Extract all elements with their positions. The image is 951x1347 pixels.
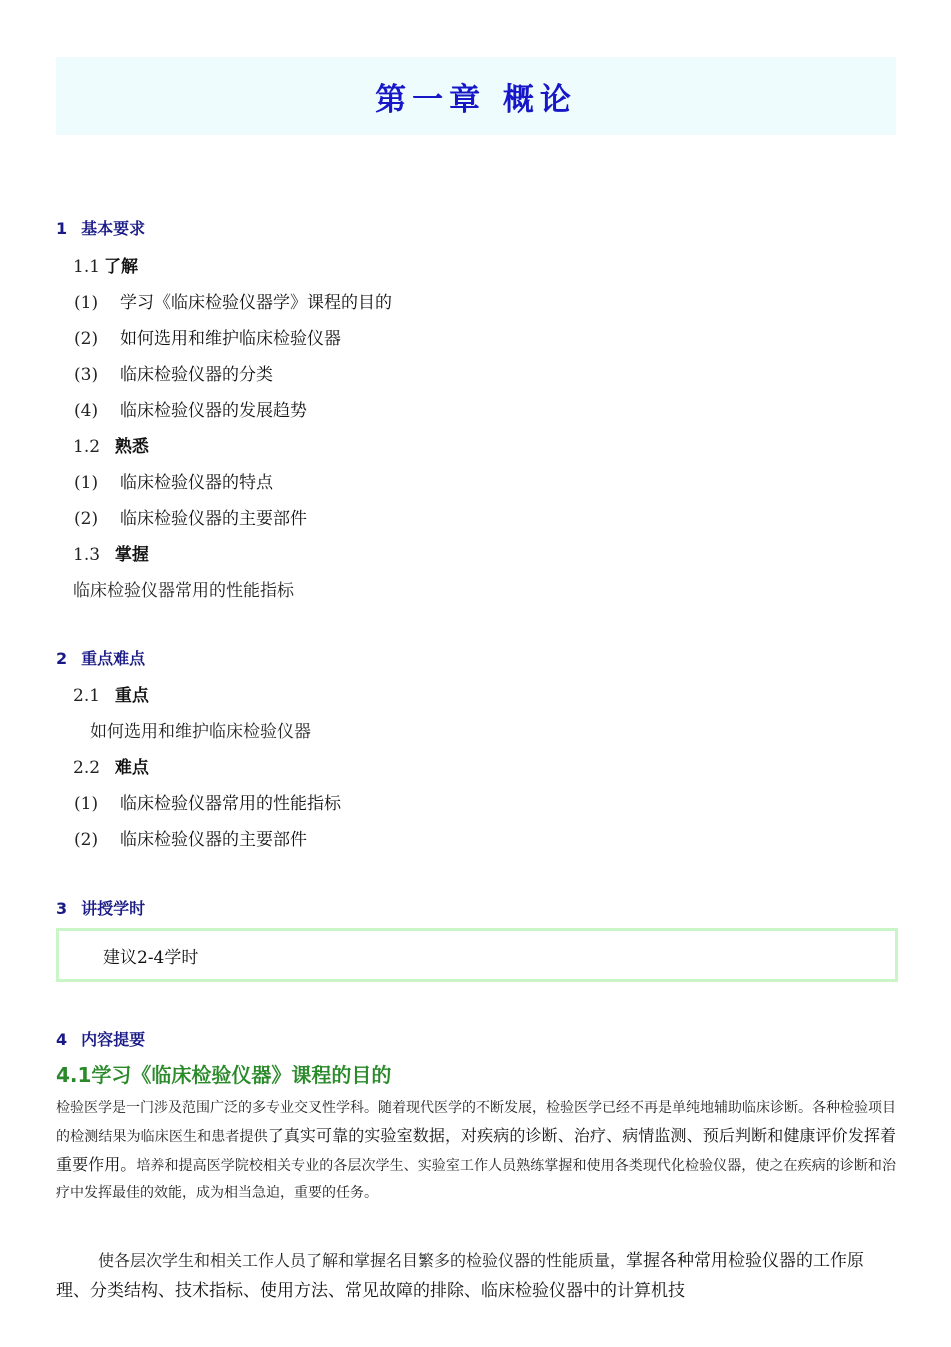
- paragraph-text: 使各层次学生和相关工作人员了解和掌握名目繁多的检验仪器的性能质量，: [98, 1251, 627, 1270]
- section-heading-1: [56, 216, 145, 239]
- subsection-label: 了解: [104, 257, 139, 277]
- item-number: (2): [74, 830, 99, 850]
- item-number: (3): [74, 365, 99, 385]
- paragraph-1: [56, 1095, 896, 1207]
- item-number: (2): [74, 509, 99, 529]
- section-number: 4: [56, 1030, 68, 1049]
- subsection-number: 1.1: [73, 257, 101, 277]
- section-heading-4: [56, 1027, 145, 1050]
- item-text: 临床检验仪器的分类: [120, 365, 273, 385]
- item-text: 临床检验仪器的特点: [120, 473, 273, 493]
- subsection-text: 临床检验仪器常用的性能指标: [73, 581, 294, 601]
- section-heading-3: [56, 896, 145, 919]
- subsection-number: 1.2: [73, 437, 101, 457]
- item-number: (1): [74, 473, 99, 493]
- subsection-2-2: [73, 753, 149, 778]
- section-title: 内容提要: [81, 1030, 146, 1049]
- subsection-number: 2.2: [73, 758, 101, 778]
- section-title: 讲授学时: [81, 899, 146, 918]
- paragraph-emphasis: 了真实可靠的实验室数据，对疾病的诊断、治疗、病情监测、预后判断和健康评价发挥着重要作用。: [56, 1126, 896, 1174]
- chapter-title: 第一章 概论: [375, 81, 577, 118]
- section-number: 2: [56, 649, 68, 668]
- list-item: [74, 504, 307, 529]
- section-heading-2: [56, 646, 145, 669]
- item-text: 临床检验仪器的主要部件: [120, 830, 307, 850]
- subsection-label: 熟悉: [114, 437, 149, 457]
- list-item: [74, 825, 307, 850]
- item-text: 临床检验仪器的主要部件: [120, 509, 307, 529]
- item-text: 学习《临床检验仪器学》课程的目的: [120, 293, 392, 313]
- paragraph-emphasis: 掌握各种常用检验仪器的工作原理、分类结构、技术指标、使用方法、常见故障的排除、临床检验仪器中的计算机技: [56, 1251, 865, 1301]
- subsection-label: 重点: [114, 686, 149, 706]
- list-item: [74, 360, 273, 385]
- subsection-1-3: [73, 540, 149, 565]
- item-text: 临床检验仪器的发展趋势: [120, 401, 307, 421]
- section-number: 3: [56, 899, 68, 918]
- item-number: (1): [74, 794, 99, 814]
- subsection-1-1: [73, 252, 138, 277]
- item-number: (1): [74, 293, 99, 313]
- subsection-title: 4.1学习《临床检验仪器》课程的目的: [56, 1063, 392, 1087]
- list-item: [74, 789, 341, 814]
- list-item: [74, 324, 341, 349]
- section-number: 1: [56, 219, 68, 238]
- subsection-number: 2.1: [73, 686, 101, 706]
- subsection-2-1: [73, 681, 149, 706]
- paragraph-2: [56, 1246, 896, 1306]
- subsection-1-2: [73, 432, 149, 457]
- hours-box: [56, 928, 898, 982]
- item-text: 如何选用和维护临床检验仪器: [120, 329, 341, 349]
- list-item: [74, 288, 392, 313]
- item-number: (2): [74, 329, 99, 349]
- list-item: [74, 396, 307, 421]
- section-title: 基本要求: [81, 219, 146, 238]
- item-text: 临床检验仪器常用的性能指标: [120, 794, 341, 814]
- item-number: (4): [74, 401, 99, 421]
- subsection-text: 如何选用和维护临床检验仪器: [90, 722, 311, 742]
- paragraph-text: 培养和提高医学院校相关专业的各层次学生、实验室工作人员熟练掌握和使用各类现代化检验仪器，使之在疾病的诊断和治疗中发挥最佳的效能，成为相当急迫，重要的任务。: [56, 1158, 896, 1201]
- list-item: [74, 468, 273, 493]
- paragraph-text: 检验医学是一门涉及范围广泛的多专业交叉性学科。随着现代医学的不断发展，检验医学已经不再是单纯地辅助临床诊断。各种检验项目的检测结果为临床医生和患者提供: [56, 1100, 896, 1145]
- subsection-label: 掌握: [114, 545, 149, 565]
- subsection-number: 1.3: [73, 545, 101, 565]
- hours-text: 建议2-4学时: [103, 947, 199, 968]
- section-title: 重点难点: [81, 649, 146, 668]
- chapter-title-banner: [56, 57, 896, 135]
- subsection-label: 难点: [114, 758, 149, 778]
